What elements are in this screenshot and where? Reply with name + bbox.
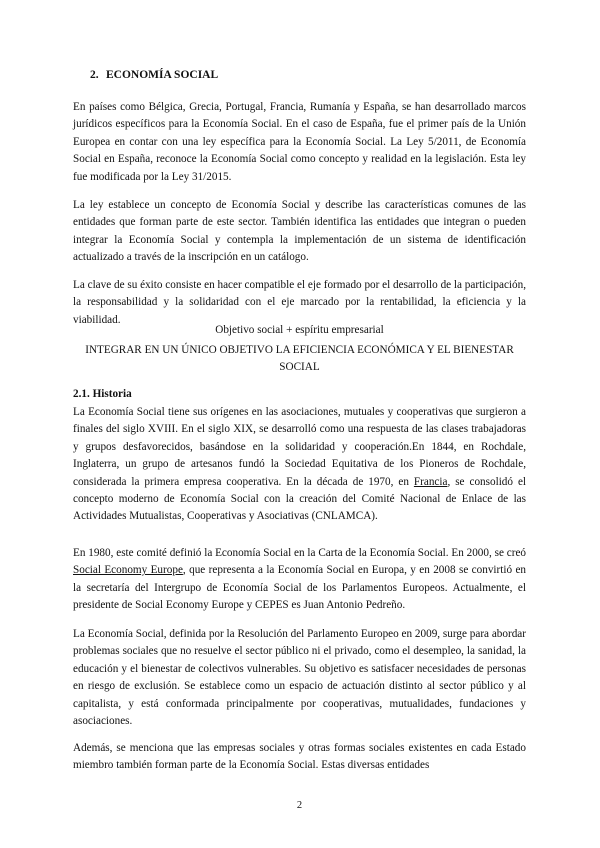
section-number: 2. xyxy=(90,69,99,81)
page-number: 2 xyxy=(296,800,303,811)
historia-p1-text: La Economía Social tiene sus orígenes en las asociaciones, mutuales y cooperativas que surgieron a finales del siglo XVIII. En el siglo XIX, se desarrolló como una respuesta de las clases trabajadoras y grupos desfavorecidos, basándose en la solidaridad y cooperación.En 1844, en Rochdale, Inglaterra, un grupo de artesanos fundó la Sociedad Equitativa de los Pioneros de Rochdale, considerada la primera empresa cooperativa. En la década de 1970, en xyxy=(73,406,526,488)
formula-line: Objetivo social + espíritu empresarial xyxy=(215,324,384,336)
historia-p1-text-end: , se consolidó el concepto moderno de Economía Social con la creación del Comité Nacional de Enlace de las Actividades Mutualistas, Cooperativas y Asociativas (CNLAMCA). xyxy=(73,475,527,523)
historia-paragraph-2 xyxy=(73,545,526,615)
intro-paragraph-2: La ley establece un concepto de Economía Social y describe las características comunes de las entidades que forman parte de este sector. También identifica las entidades que integran o pueden integrar la Economía Social y contempla la implementación de un sistema de identificación actualizado a través de la inscripción en un catálogo. xyxy=(73,199,526,264)
historia-paragraph-4: Además, se menciona que las empresas sociales y otras formas sociales existentes en cada Estado miembro también forman parte de la Economía Social. Estas diversas entidades xyxy=(73,742,526,772)
subsection-heading: 2.1. Historia xyxy=(73,388,132,400)
historia-p2-text: En 1980, este comité definió la Economía Social en la Carta de la Economía Social. En 2000, se creó xyxy=(73,547,526,559)
intro-paragraph-1: En países como Bélgica, Grecia, Portugal, Francia, Rumanía y España, se han desarrollado marcos jurídicos específicos para la Economía Social. En el caso de España, fue el primer país de la Unión Europea en contar con una ley específica para la Economía Social. La Ley 5/2011, de Economía Social en España, reconoce la Economía Social como concepto y realidad en la legislación. Esta ley fue modificada por la Ley 31/2015. xyxy=(73,101,526,183)
link-social-economy-europe[interactable]: Social Economy Europe xyxy=(73,564,183,577)
intro-paragraph-3: La clave de su éxito consiste en hacer compatible el eje formado por el desarrollo de la participación, la responsabilidad y la solidaridad con el eje marcado por la rentabilidad, la eficiencia y la viabilidad. xyxy=(73,279,526,326)
historia-paragraph-1 xyxy=(73,404,526,526)
section-heading xyxy=(90,69,218,81)
formula-highlight: INTEGRAR EN UN ÚNICO OBJETIVO LA EFICIENCIA ECONÓMICA Y EL BIENESTAR SOCIAL xyxy=(85,344,514,373)
link-francia[interactable]: Francia xyxy=(413,475,448,488)
section-title: ECONOMÍA SOCIAL xyxy=(106,69,219,81)
historia-paragraph-3: La Economía Social, definida por la Resolución del Parlamento Europeo en 2009, surge para abordar problemas sociales que no resuelve el sector público ni el privado, como el desempleo, la sanidad, la educación y el bienestar de colectivos vulnerables. Su objetivo es satisfacer necesidades de personas en riesgo de exclusión. Se establece como un espacio de actuación distinto al sector público y al capitalista, y está conformada principalmente por cooperativas, mutualidades, fundaciones y asociaciones. xyxy=(73,628,526,728)
historia-p2-text-end: , que representa a la Economía Social en Europa, y en 2008 se convirtió en la secretaría del Intergrupo de Economía Social de los Parlamentos Europeos. Actualmente, el presidente de Social Economy Europe y CEPES es Juan Antonio Pedreño. xyxy=(73,564,526,612)
